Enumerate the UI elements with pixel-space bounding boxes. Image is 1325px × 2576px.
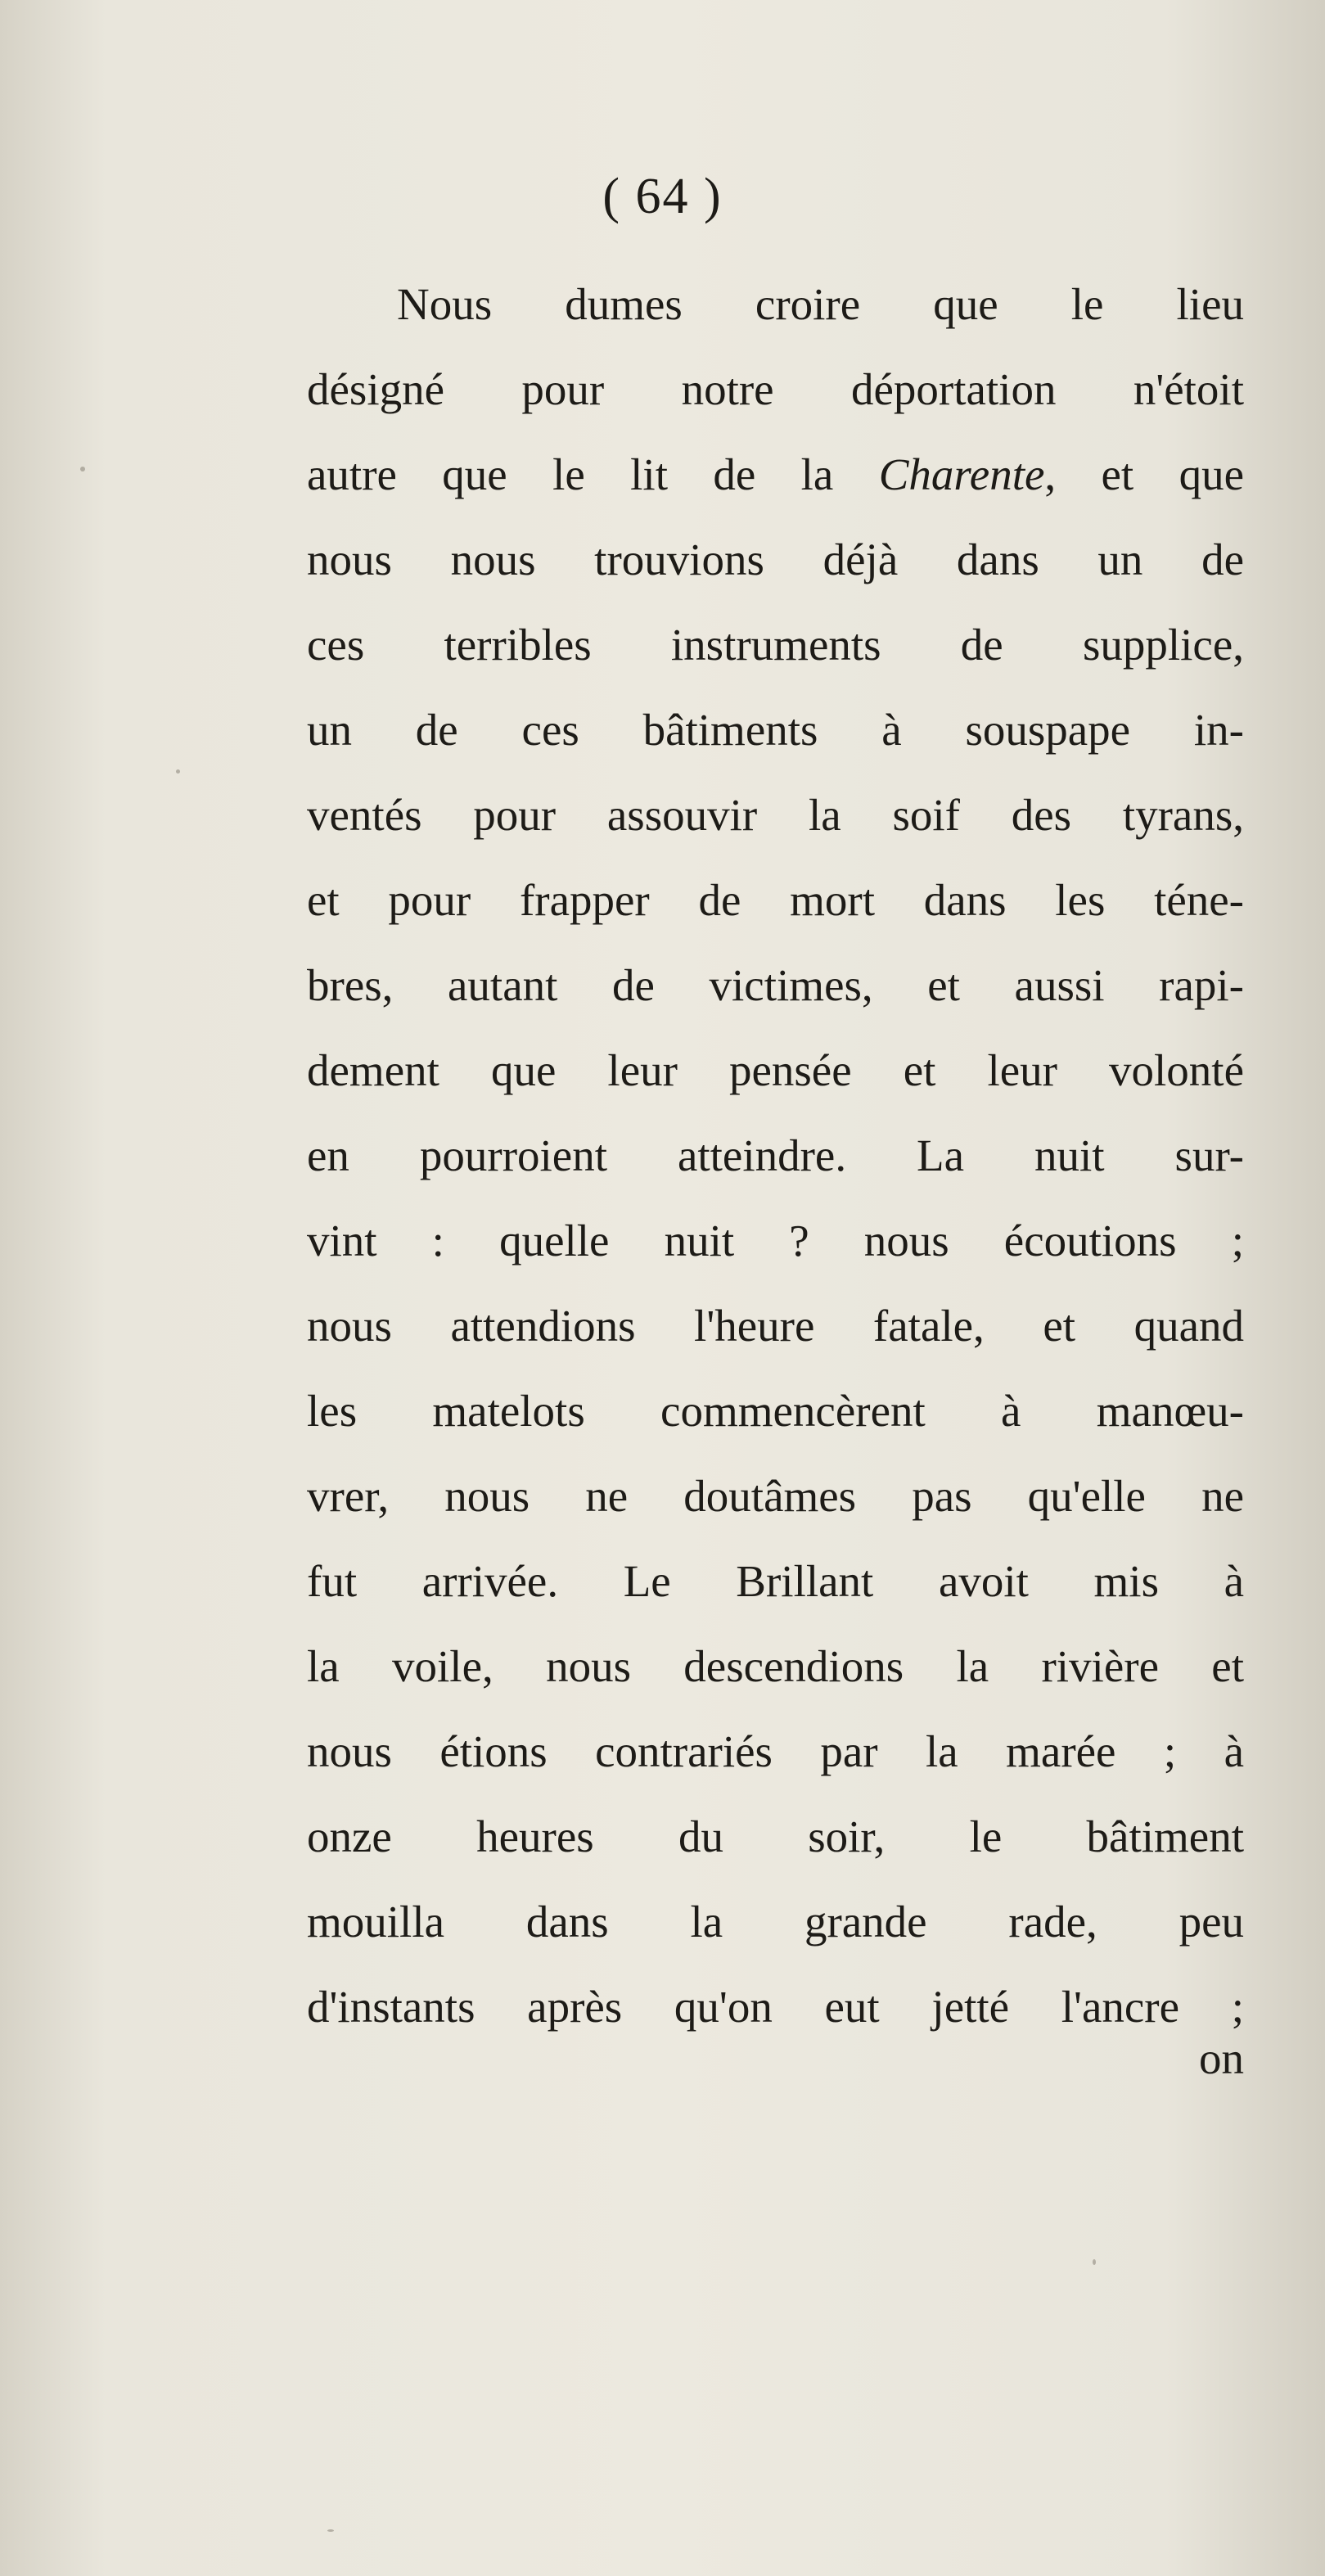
text-line: bres, autant de victimes, et aussi rapi- <box>307 960 1244 1010</box>
text-line: vrer, nous ne doutâmes pas qu'elle ne <box>307 1471 1244 1521</box>
text-line: les matelots commencèrent à manœu- <box>307 1386 1244 1436</box>
text-line: désigné pour notre déportation n'étoit <box>307 364 1244 414</box>
text-line: un de ces bâtiments à souspape in- <box>307 705 1244 755</box>
text-line: la voile, nous descendions la rivière et <box>307 1641 1244 1691</box>
text-line: d'instants après qu'on eut jetté l'ancre ; <box>307 1982 1244 2032</box>
text-line: ventés pour assouvir la soif des tyrans, <box>307 790 1244 840</box>
paper-speck <box>176 769 180 774</box>
text-line: autre que le lit de la Charente, et que <box>307 449 1244 499</box>
text-line: en pourroient atteindre. La nuit sur- <box>307 1130 1244 1180</box>
paper-speck <box>80 467 85 471</box>
italic-word: Charente <box>878 449 1045 499</box>
text-line: nous attendions l'heure fatale, et quand <box>307 1301 1244 1351</box>
text-line: onze heures du soir, le bâtiment <box>307 1811 1244 1861</box>
text-line: mouilla dans la grande rade, peu <box>307 1897 1244 1947</box>
paper-speck <box>327 2529 334 2532</box>
paper-speck <box>1093 2259 1096 2265</box>
text-line: fut arrivée. Le Brillant avoit mis à <box>307 1556 1244 1606</box>
body-text <box>307 262 1244 2050</box>
text-line: nous nous trouvions déjà dans un de <box>307 535 1244 584</box>
text-line: et pour frapper de mort dans les téne- <box>307 875 1244 925</box>
text-line: nous étions contrariés par la marée ; à <box>307 1726 1244 1776</box>
text-line: dement que leur pensée et leur volonté <box>307 1045 1244 1095</box>
catchword: on <box>1199 2033 1244 2083</box>
page-number: ( 64 ) <box>602 169 723 224</box>
text-line: Nous dumes croire que le lieu <box>397 279 1244 329</box>
text-line: ces terribles instruments de supplice, <box>307 620 1244 670</box>
text-line: vint : quelle nuit ? nous écoutions ; <box>307 1216 1244 1265</box>
